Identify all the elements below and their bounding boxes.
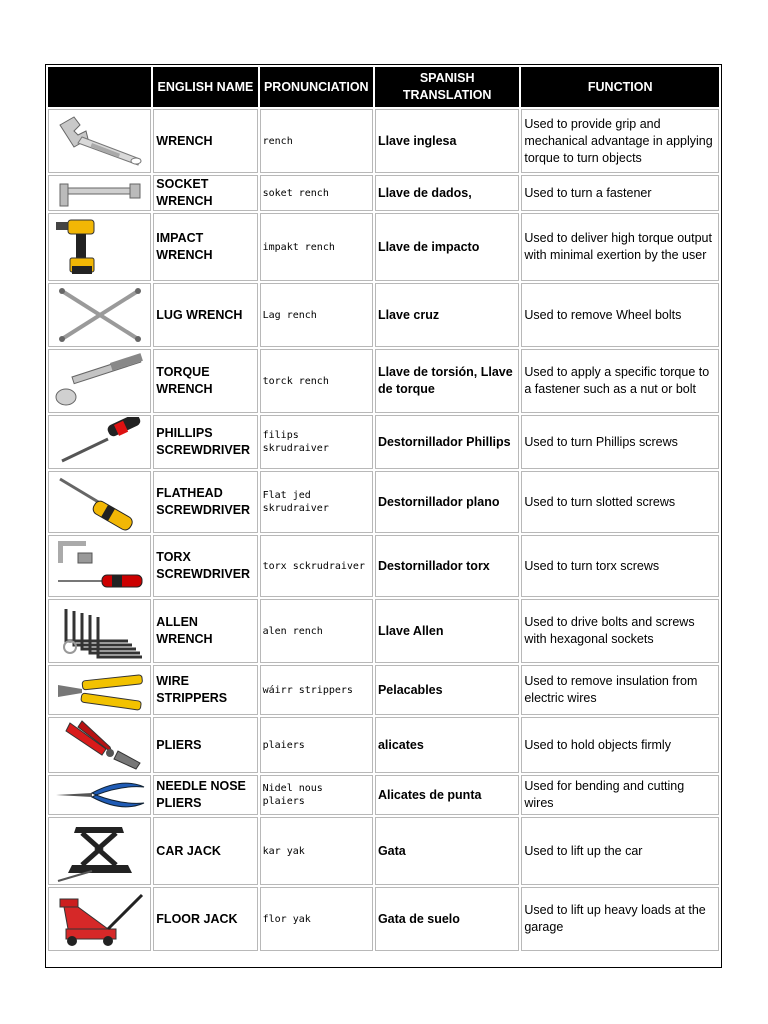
header-english-name: ENGLISH NAME [153, 67, 257, 107]
tool-function: Used to apply a specific torque to a fastener such as a nut or bolt [521, 349, 719, 413]
tool-function: Used to lift up heavy loads at the garage [521, 887, 719, 951]
table-row [48, 283, 719, 347]
torx-screwdriver-icon [52, 537, 148, 595]
header-image [48, 67, 151, 107]
phillips-screwdriver-icon [52, 417, 148, 467]
allen-wrench-icon [52, 601, 148, 661]
tools-sheet [45, 64, 722, 968]
header-function: FUNCTION [521, 67, 719, 107]
table-row [48, 213, 719, 281]
tool-spanish-name: Llave de dados, [375, 175, 519, 211]
wire-strippers-icon [52, 667, 148, 713]
tool-image-cell [48, 887, 151, 951]
tool-spanish-name: Llave de torsión, Llave de torque [375, 349, 519, 413]
tool-function: Used for bending and cutting wires [521, 775, 719, 815]
tool-english-name: NEEDLE NOSE PLIERS [153, 775, 257, 815]
tool-pronunciation: flor yak [260, 887, 373, 951]
table-row [48, 887, 719, 951]
tool-english-name: CAR JACK [153, 817, 257, 885]
tool-english-name: FLATHEAD SCREWDRIVER [153, 471, 257, 533]
tool-image-cell [48, 471, 151, 533]
tool-spanish-name: Destornillador Phillips [375, 415, 519, 469]
tool-pronunciation: torx sckrudraiver [260, 535, 373, 597]
tool-pronunciation: alen rench [260, 599, 373, 663]
tool-english-name: TORQUE WRENCH [153, 349, 257, 413]
tool-english-name: TORX SCREWDRIVER [153, 535, 257, 597]
tool-pronunciation: torck rench [260, 349, 373, 413]
tool-spanish-name: Destornillador torx [375, 535, 519, 597]
tool-spanish-name: Llave cruz [375, 283, 519, 347]
table-row [48, 665, 719, 715]
flathead-screwdriver-icon [52, 473, 148, 531]
tool-function: Used to hold objects firmly [521, 717, 719, 773]
tool-image-cell [48, 665, 151, 715]
tool-spanish-name: Gata [375, 817, 519, 885]
tool-spanish-name: Alicates de punta [375, 775, 519, 815]
tool-spanish-name: Pelacables [375, 665, 519, 715]
tool-pronunciation: Lag rench [260, 283, 373, 347]
tool-pronunciation: impakt rench [260, 213, 373, 281]
tool-image-cell [48, 599, 151, 663]
tool-function: Used to provide grip and mechanical advantage in applying torque to turn objects [521, 109, 719, 173]
torque-wrench-icon [52, 351, 148, 411]
tool-english-name: LUG WRENCH [153, 283, 257, 347]
header-spanish-line1: SPANISH [419, 71, 475, 85]
tools-table [46, 65, 721, 953]
tool-image-cell [48, 817, 151, 885]
tool-image-cell [48, 213, 151, 281]
tool-spanish-name: alicates [375, 717, 519, 773]
tool-english-name: FLOOR JACK [153, 887, 257, 951]
tool-pronunciation: Flat jed skrudraiver [260, 471, 373, 533]
tool-function: Used to turn a fastener [521, 175, 719, 211]
tool-function: Used to deliver high torque output with minimal exertion by the user [521, 213, 719, 281]
floor-jack-icon [52, 889, 148, 949]
impact-wrench-icon [52, 216, 148, 278]
table-row [48, 535, 719, 597]
tool-pronunciation: rench [260, 109, 373, 173]
tool-function: Used to turn torx screws [521, 535, 719, 597]
tool-image-cell [48, 175, 151, 211]
table-row [48, 175, 719, 211]
socket-wrench-icon [52, 178, 148, 208]
car-jack-icon [52, 819, 148, 883]
tool-function: Used to remove insulation from electric wires [521, 665, 719, 715]
tool-english-name: ALLEN WRENCH [153, 599, 257, 663]
tool-image-cell [48, 535, 151, 597]
tool-image-cell [48, 717, 151, 773]
tool-function: Used to remove Wheel bolts [521, 283, 719, 347]
table-row [48, 471, 719, 533]
tool-pronunciation: soket rench [260, 175, 373, 211]
table-row [48, 775, 719, 815]
tool-spanish-name: Gata de suelo [375, 887, 519, 951]
table-row [48, 817, 719, 885]
tool-pronunciation: filips skrudraiver [260, 415, 373, 469]
tool-english-name: PHILLIPS SCREWDRIVER [153, 415, 257, 469]
pliers-icon [52, 719, 148, 771]
header-pronunciation: PRONUNCIATION [260, 67, 373, 107]
tool-english-name: PLIERS [153, 717, 257, 773]
tool-spanish-name: Llave inglesa [375, 109, 519, 173]
tool-english-name: SOCKET WRENCH [153, 175, 257, 211]
lug-wrench-icon [52, 285, 148, 345]
tool-spanish-name: Destornillador plano [375, 471, 519, 533]
tool-image-cell [48, 775, 151, 815]
tool-pronunciation: kar yak [260, 817, 373, 885]
tool-function: Used to turn slotted screws [521, 471, 719, 533]
table-row [48, 599, 719, 663]
table-row [48, 349, 719, 413]
header-row [48, 67, 719, 107]
table-row [48, 717, 719, 773]
tool-pronunciation: wáirr strippers [260, 665, 373, 715]
tool-english-name: WIRE STRIPPERS [153, 665, 257, 715]
needle-nose-pliers-icon [52, 777, 148, 813]
header-spanish-translation [375, 67, 519, 107]
tool-image-cell [48, 415, 151, 469]
header-spanish-line2: TRANSLATION [402, 88, 492, 102]
tool-english-name: IMPACT WRENCH [153, 213, 257, 281]
tool-spanish-name: Llave de impacto [375, 213, 519, 281]
tool-pronunciation: Nidel nous plaiers [260, 775, 373, 815]
tool-image-cell [48, 109, 151, 173]
table-row [48, 415, 719, 469]
tool-spanish-name: Llave Allen [375, 599, 519, 663]
tool-pronunciation: plaiers [260, 717, 373, 773]
tool-function: Used to turn Phillips screws [521, 415, 719, 469]
tool-function: Used to lift up the car [521, 817, 719, 885]
tool-english-name: WRENCH [153, 109, 257, 173]
tool-image-cell [48, 349, 151, 413]
adjustable-wrench-icon [52, 111, 148, 171]
table-row [48, 109, 719, 173]
tool-image-cell [48, 283, 151, 347]
tool-function: Used to drive bolts and screws with hexagonal sockets [521, 599, 719, 663]
